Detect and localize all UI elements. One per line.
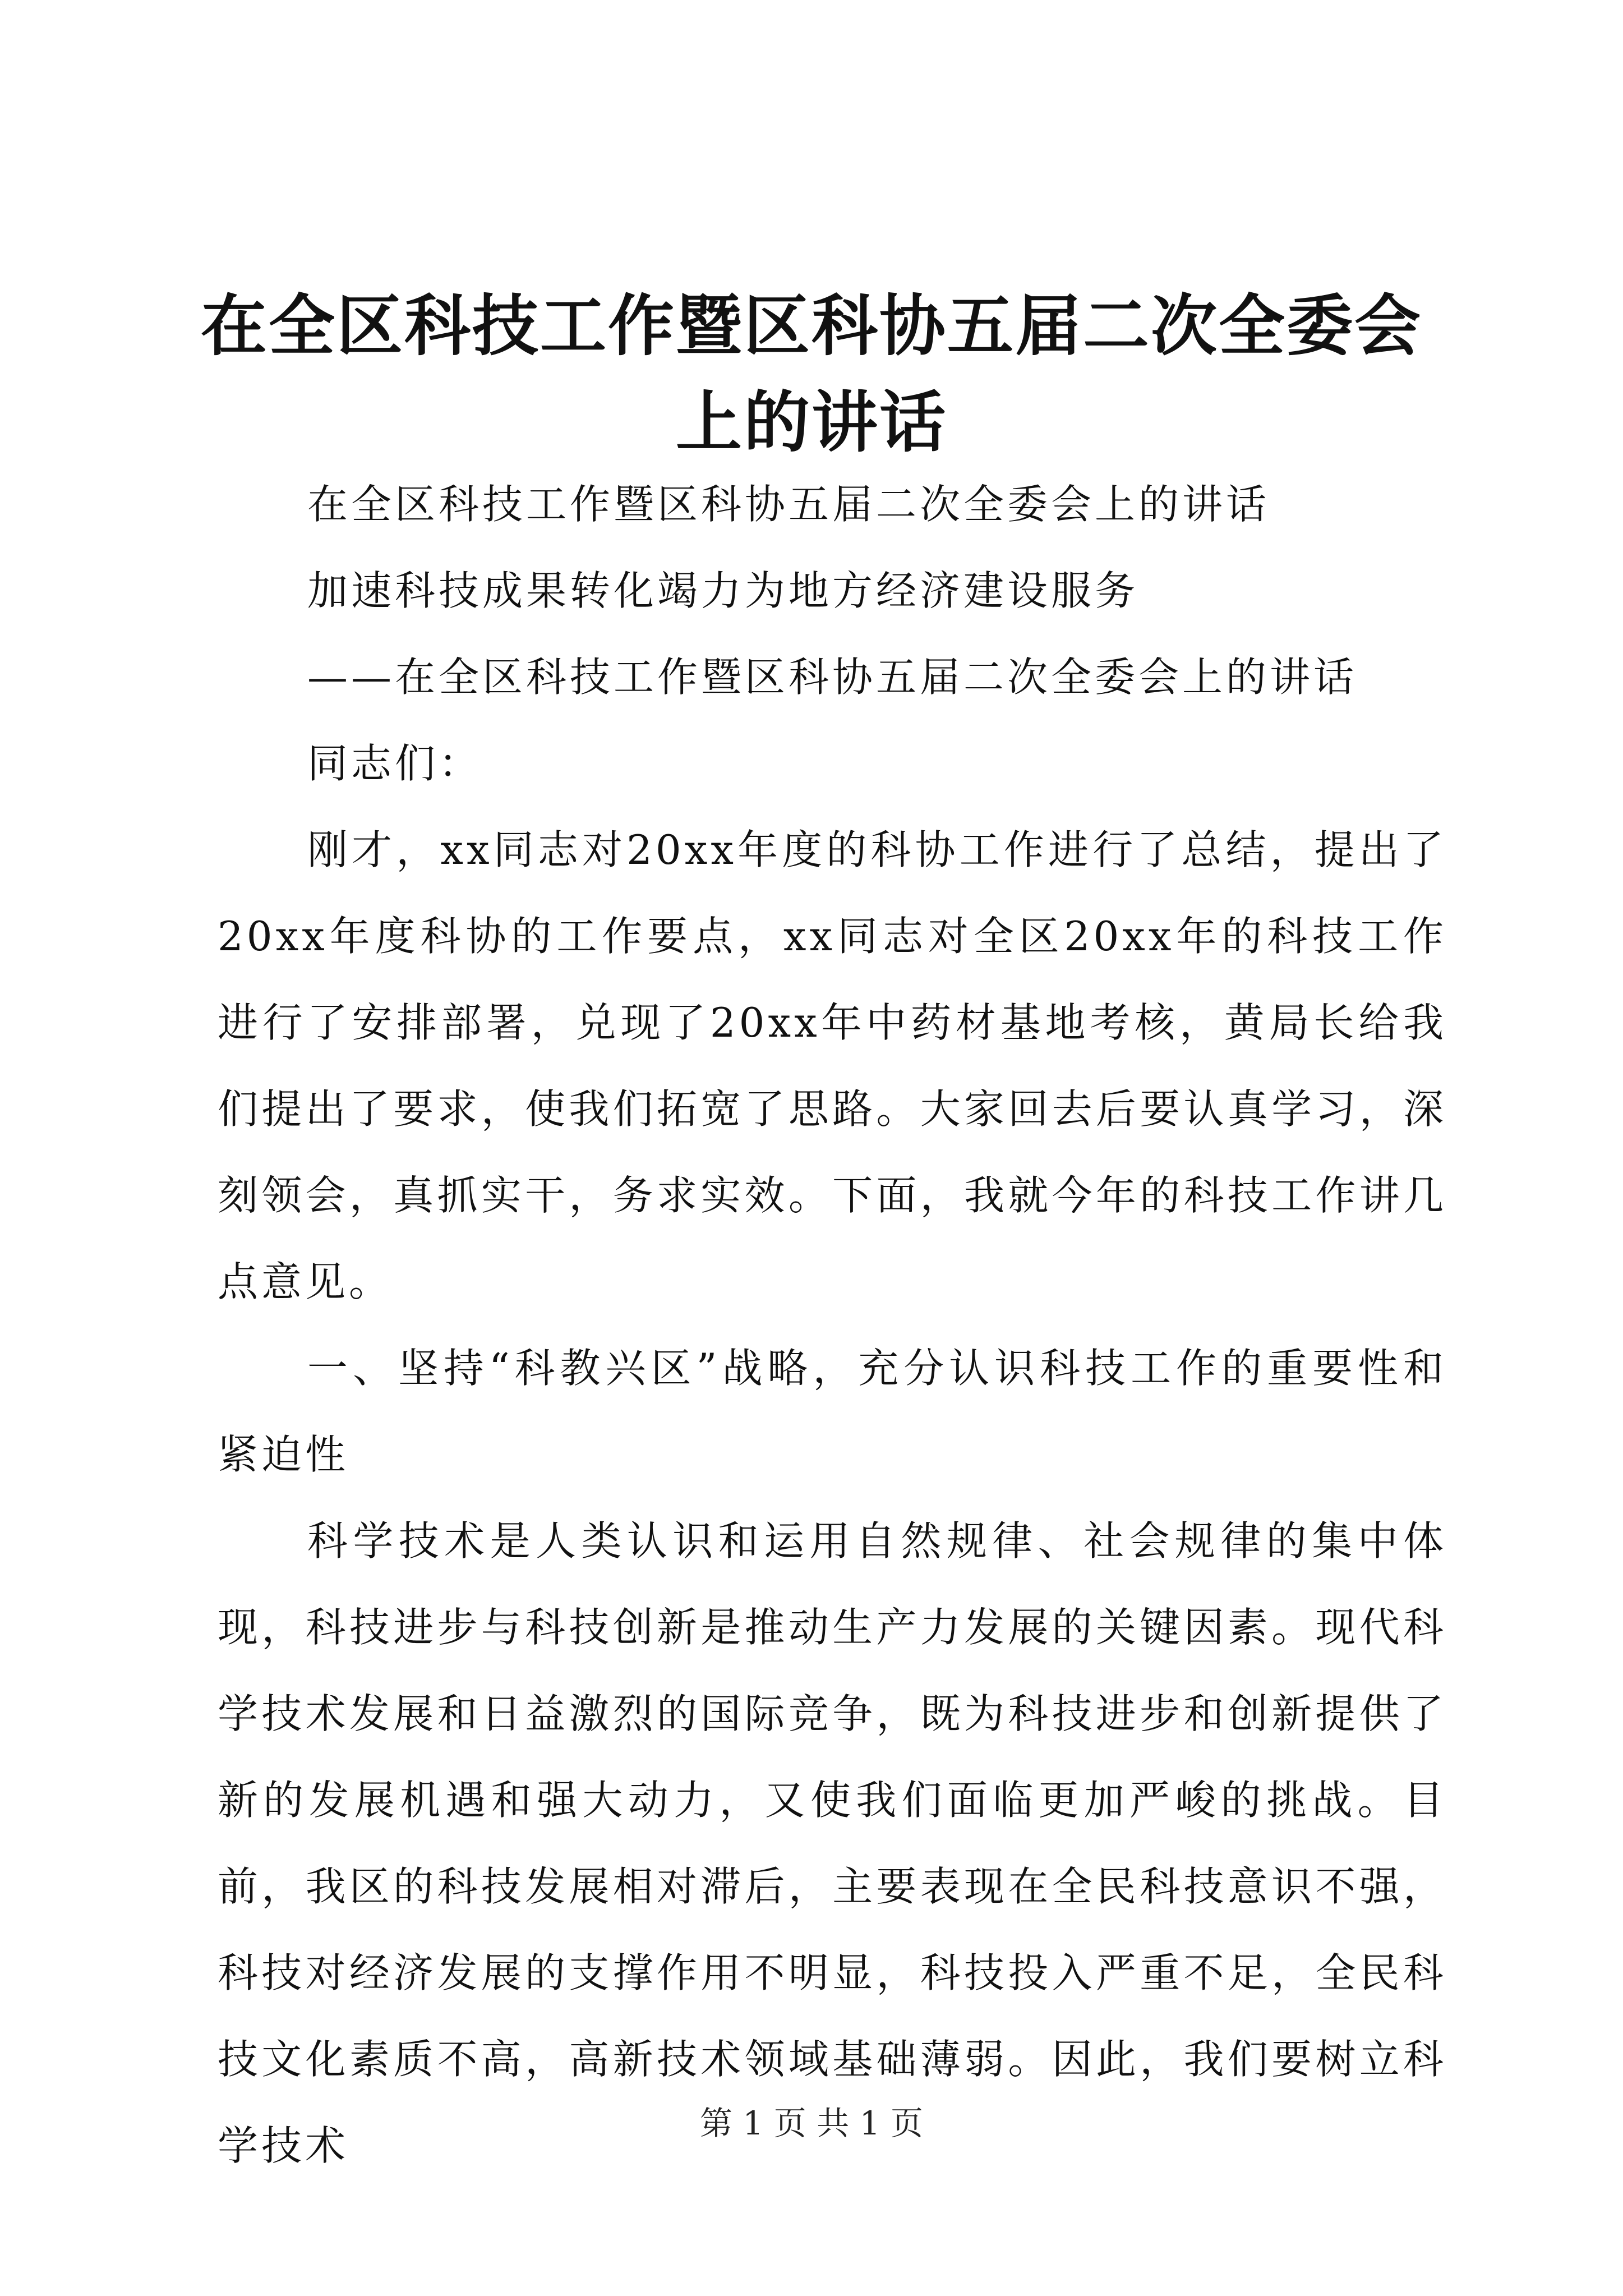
page-footer: 第 1 页 共 1 页 (700, 2104, 923, 2142)
subtitle-line: 在全区科技工作暨区科协五届二次全委会上的讲话 (307, 481, 1270, 528)
section-heading: 一、坚持“科教兴区”战略，充分认识科技工作的重要性和紧迫性 (218, 1345, 1447, 1478)
body-paragraph: 科学技术是人类认识和运用自然规律、社会规律的集中体现，科技进步与科技创新是推动生产力发展的关键因素。现代科学技术发展和日益激烈的国际竞争，既为科技进步和创新提供了新的发展机遇和强大动力，又使我们面临更加严峻的挑战。目前，我区的科技发展相对滞后，主要表现在全民科技意识不强，科技对经济发展的支撑作用不明显，科技投入严重不足，全民科技文化素质不高，高新技术领域基础薄弱。因此，我们要树立科学技术 (218, 1517, 1447, 2169)
subheading-line: ——在全区科技工作暨区科协五届二次全委会上的讲话 (307, 654, 1358, 701)
document-body (218, 461, 1447, 2189)
heading-line: 加速科技成果转化竭力为地方经济建设服务 (307, 567, 1139, 614)
body-paragraph: 刚才，xx同志对20xx年度的科协工作进行了总结，提出了20xx年度科协的工作要点，xx同志对全区20xx年的科技工作进行了安排部署，兑现了20xx年中药材基地考核，黄局长给我们提出了要求，使我们拓宽了思路。大家回去后要认真学习，深刻领会，真抓实干，务求实效。下面，我就今年的科技工作讲几点意见。 (218, 826, 1447, 1305)
document-title: 在全区科技工作暨区科协五届二次全委会上的讲话 (200, 287, 1422, 461)
salutation-line: 同志们： (307, 740, 483, 787)
